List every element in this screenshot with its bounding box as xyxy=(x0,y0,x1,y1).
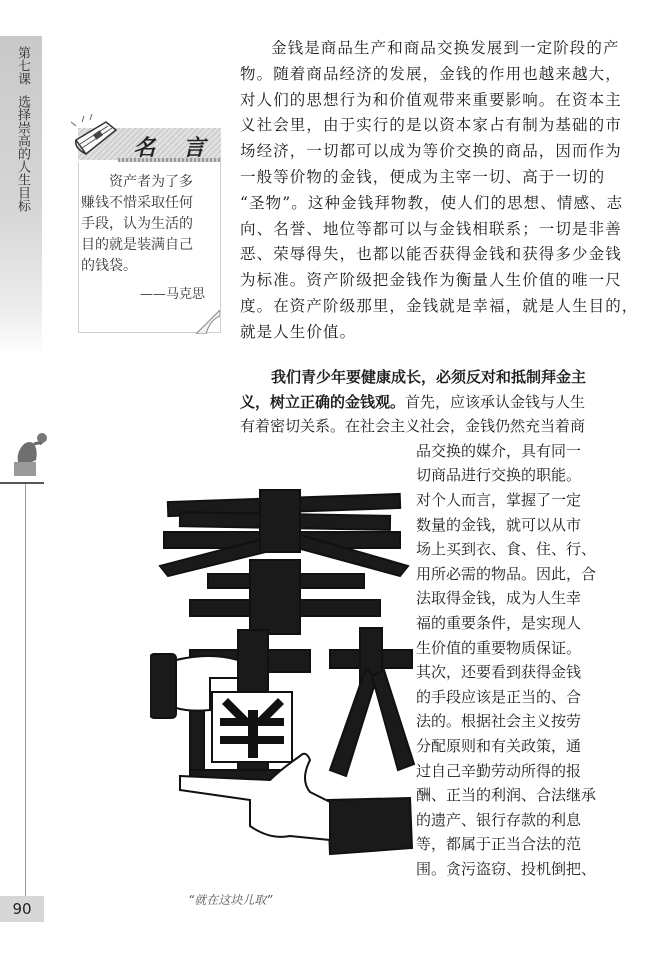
page-curl-icon xyxy=(196,310,220,334)
text-line: 恶、荣辱得失，也都以能否获得金钱和获得多少金钱 xyxy=(240,245,622,264)
text-line: 场上买到衣、食、住、行、 xyxy=(416,540,597,559)
text-line: 对个人而言，掌握了一定 xyxy=(416,490,582,509)
newspaper-icon xyxy=(70,114,122,158)
illustration-caption: “就在这块儿取” xyxy=(188,893,273,907)
text-line: 度。在资产阶级那里，金钱就是幸福，就是人生目的， xyxy=(240,296,639,315)
text-line: 数量的金钱，就可以从市 xyxy=(416,515,582,534)
text-line: 物。随着商品经济的发展，金钱的作用也越来越大， xyxy=(240,64,622,83)
text-line: 等，都属于正当合法的范 xyxy=(416,835,582,854)
quote-line: 的钱袋。 xyxy=(81,258,137,274)
page-number: 90 xyxy=(0,896,44,922)
quote-box xyxy=(78,128,221,333)
quote-title: 名 言 xyxy=(133,136,215,161)
paragraph-1 xyxy=(240,36,639,346)
text-line: “圣物”。这种金钱拜物教，使人们的思想、情感、志 xyxy=(240,193,624,212)
text-line: 对人们的思想行为和价值观带来重要影响。在资本主 xyxy=(240,90,622,109)
text-line: 品交换的媒介，具有同一 xyxy=(416,441,582,460)
baijin-cartoon-illustration xyxy=(150,480,420,870)
lesson-title: 选择崇高的人生目标 xyxy=(15,95,30,212)
quote-text xyxy=(81,172,213,277)
text-line: 的手段应该是正当的、合 xyxy=(416,687,582,706)
text-line: 场经济，一切都可以成为等价交换的商品，因而作为 xyxy=(240,142,622,161)
quote-line: 手段，认为生活的 xyxy=(81,216,193,232)
text-line: 分配原则和有关政策，通 xyxy=(416,736,582,755)
text-line: 生价值的重要物质保证。 xyxy=(416,638,582,657)
margin-rule-horizontal xyxy=(0,482,44,484)
margin-rule-vertical xyxy=(25,484,26,896)
quote-author: ——马克思 xyxy=(140,287,206,302)
text-line: 围。贪污盗窃、投机倒把、 xyxy=(416,859,597,878)
lesson-number: 第七课 xyxy=(15,46,30,85)
quote-line: 目的就是装满自己 xyxy=(81,237,193,253)
text-line: 义社会里，由于实行的是以资本家占有制为基础的市 xyxy=(240,116,622,135)
text-line-bold: 我们青少年要健康成长，必须反对和抵制拜金主 xyxy=(271,368,587,386)
quote-line: 资产者为了多 xyxy=(109,174,193,190)
text-line: 金钱是商品生产和商品交换发展到一定阶段的产 xyxy=(271,39,620,57)
text-line: 为标准。资产阶级把金钱作为衡量人生价值的唯一尺 xyxy=(240,271,622,290)
text-line: 就是人生价值。 xyxy=(240,322,357,341)
lesson-header-vertical xyxy=(14,46,30,212)
thinker-statue-icon xyxy=(8,430,48,476)
quote-line: 赚钱不惜采取任何 xyxy=(81,195,193,211)
text-line: 用所必需的物品。因此，合 xyxy=(416,564,597,583)
text-line: 过自己辛勤劳动所得的报 xyxy=(416,761,582,780)
text-line: 福的重要条件，是实现人 xyxy=(416,613,582,632)
text-line: 的遗产、银行存款的利息 xyxy=(416,810,582,829)
text-line: 其次，还要看到获得金钱 xyxy=(416,663,582,682)
text-line: 法的。根据社会主义按劳 xyxy=(416,712,582,731)
text-line: 有着密切关系。在社会主义社会，金钱仍然充当着商 xyxy=(240,417,586,436)
text-line: 法取得金钱，成为人生幸 xyxy=(416,589,582,608)
text-line: 一般等价物的金钱，便成为主宰一切、高于一切的 xyxy=(240,167,606,186)
text-line: 酬、正当的利润、合法继承 xyxy=(416,786,597,805)
text-line: 义，树立正确的金钱观。首先，应该承认金钱与人生 xyxy=(240,392,586,411)
text-line: 向、名誉、地位等都可以与金钱相联系；一切是非善 xyxy=(240,219,622,238)
text-line: 切商品进行交换的职能。 xyxy=(416,466,582,485)
